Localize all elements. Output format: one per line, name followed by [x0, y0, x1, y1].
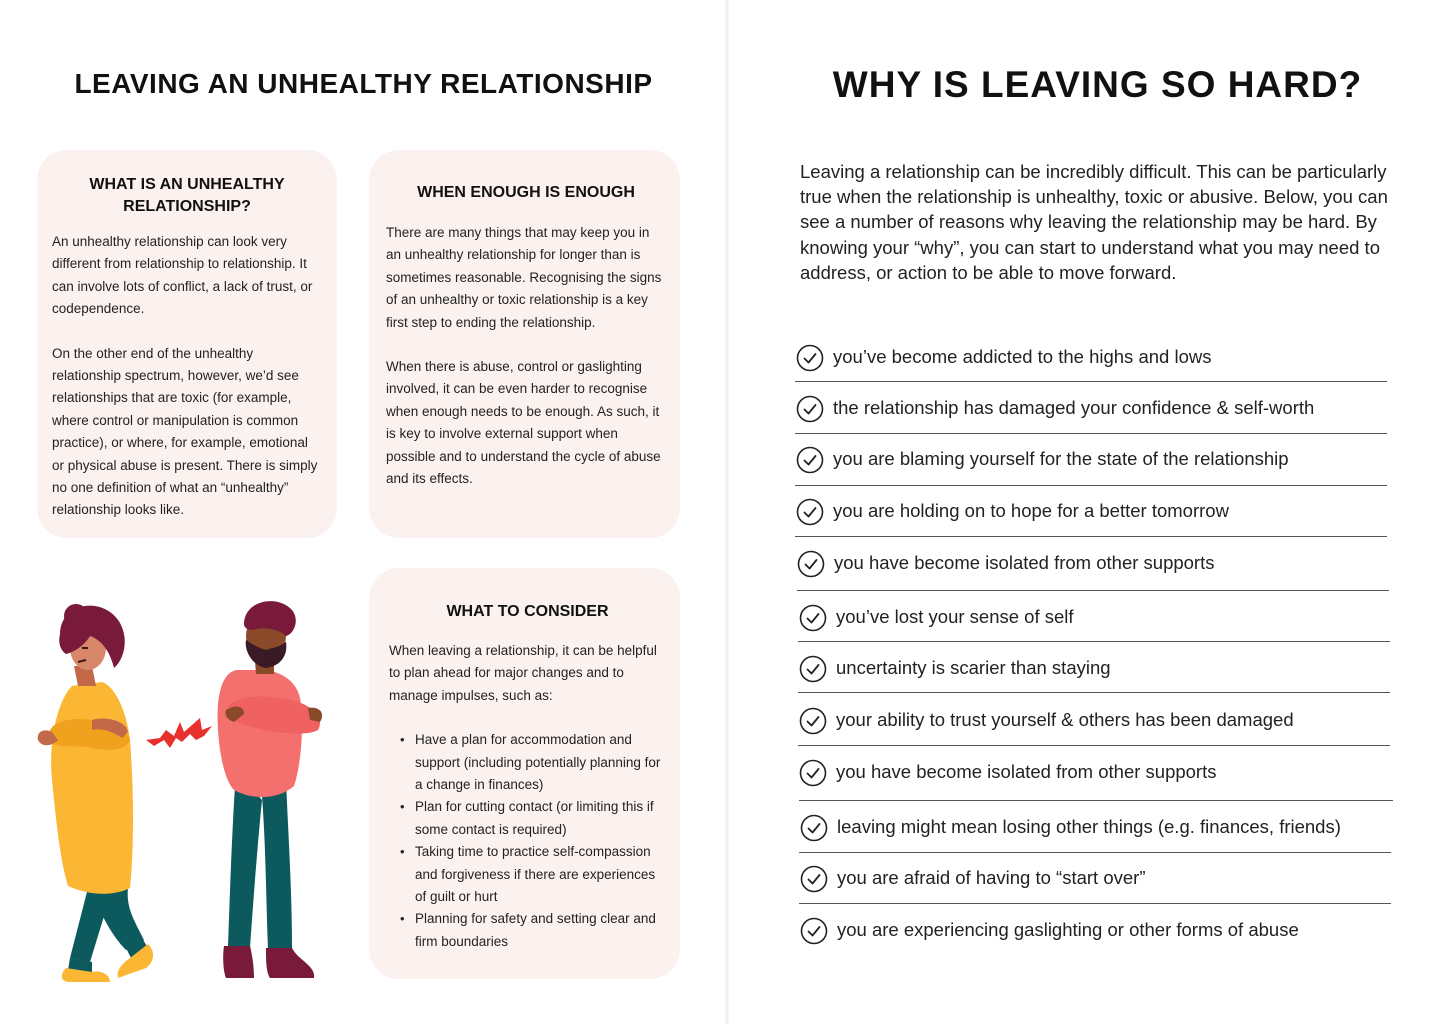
card-heading: WHAT IS AN UNHEALTHY RELATIONSHIP?	[89, 176, 285, 215]
check-circle-icon	[800, 865, 828, 893]
reason-text: you’ve lost your sense of self	[836, 606, 1074, 627]
reason-text: uncertainty is scarier than staying	[836, 657, 1111, 678]
card-when-enough	[369, 150, 680, 538]
check-circle-icon	[796, 498, 824, 526]
list-item: • Have a plan for accommodation and support (including potentially planning for a change in finances)	[415, 729, 666, 796]
check-circle-icon	[800, 814, 828, 842]
card-paragraph: When there is abuse, control or gaslighting involved, it can be even harder to recognise when enough needs to be enough. As such, it is key to involve external support when possible and to understand the cycle of abuse and its effects.	[386, 359, 661, 487]
reason-text: you have become isolated from other supports	[834, 552, 1215, 573]
list-item: • Plan for cutting contact (or limiting this if some contact is required)	[415, 796, 666, 841]
card-what-is-unhealthy	[37, 150, 337, 538]
check-circle-icon	[796, 344, 824, 372]
right-page-title: WHY IS LEAVING SO HARD?	[832, 64, 1363, 105]
card-heading: WHEN ENOUGH IS ENOUGH	[417, 184, 635, 201]
left-page-title: LEAVING AN UNHEALTHY RELATIONSHIP	[74, 68, 653, 99]
arguing-couple-illustration	[30, 590, 350, 990]
right-page-intro: Leaving a relationship can be incredibly difficult. This can be particularly true when the relationship is unhealthy, toxic or abusive. Below, you can see a number of reasons why leaving the relationship may be hard. By knowing your “why”, you can start to understand what you may need to address, or action to be able to move forward.	[800, 161, 1388, 283]
check-circle-icon	[797, 550, 825, 578]
consider-list	[389, 729, 666, 953]
check-circle-icon	[799, 759, 827, 787]
conflict-spark-icon	[146, 718, 212, 748]
check-circle-icon	[799, 655, 827, 683]
card-paragraph: On the other end of the unhealthy relationship spectrum, however, we’d see relationships that are toxic (for example, where control or manipulation is common practice), or where, for example, emotional or physical abuse is present. There is simply no one definition of what an “unhealthy” relationship looks like.	[52, 345, 318, 518]
list-item: • Taking time to practice self-compassion and forgiveness if there are experiences of guilt or hurt	[415, 841, 666, 908]
man-figure	[218, 601, 323, 978]
list-item: • Planning for safety and setting clear and firm boundaries	[415, 908, 666, 953]
check-circle-icon	[796, 446, 824, 474]
check-circle-icon	[796, 395, 824, 423]
reason-text: you are holding on to hope for a better tomorrow	[833, 500, 1229, 521]
reason-text: you are afraid of having to “start over”	[837, 867, 1146, 888]
reason-text: you’ve become addicted to the highs and lows	[833, 346, 1212, 367]
card-paragraph: When leaving a relationship, it can be helpful to plan ahead for major changes and to manage impulses, such as:	[389, 643, 657, 703]
check-circle-icon	[800, 917, 828, 945]
woman-figure	[38, 604, 153, 982]
card-body	[389, 640, 666, 953]
reason-text: you are blaming yourself for the state of the relationship	[833, 448, 1289, 469]
reason-text: the relationship has damaged your confidence & self-worth	[833, 397, 1315, 418]
reason-text: leaving might mean losing other things (e.g. finances, friends)	[837, 816, 1341, 837]
card-what-to-consider	[369, 568, 680, 979]
reason-text: you have become isolated from other supports	[836, 761, 1217, 782]
card-paragraph: An unhealthy relationship can look very different from relationship to relationship. It can involve lots of conflict, a lack of trust, or codependence.	[52, 234, 313, 317]
check-circle-icon	[799, 604, 827, 632]
card-heading: WHAT TO CONSIDER	[446, 603, 609, 620]
reason-text: you are experiencing gaslighting or other forms of abuse	[837, 919, 1299, 940]
card-body	[52, 231, 322, 522]
card-paragraph: There are many things that may keep you in an unhealthy relationship for longer than is sometimes reasonable. Recognising the signs of an unhealthy or toxic relationship is a key first step to ending the relationship.	[386, 225, 662, 330]
check-circle-icon	[799, 707, 827, 735]
card-body	[386, 222, 666, 490]
reason-text: your ability to trust yourself & others has been damaged	[836, 709, 1294, 730]
